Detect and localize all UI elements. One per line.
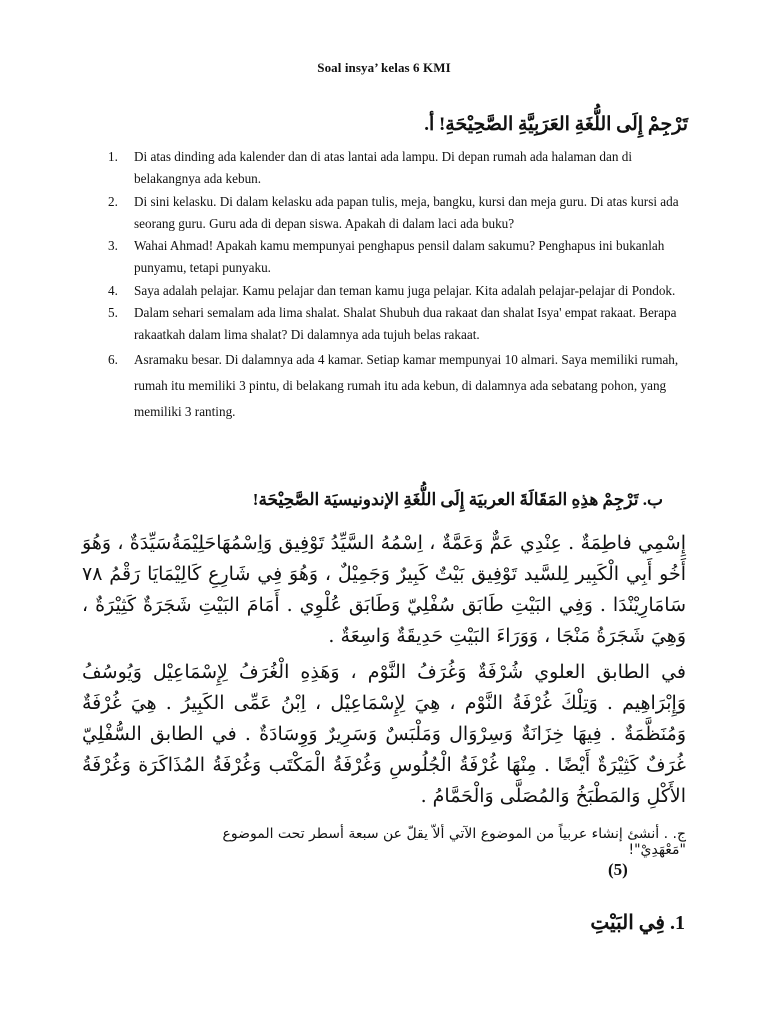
item-number: 1. bbox=[108, 149, 118, 164]
subsection-1-heading: 1. فِي البَيْتِ bbox=[590, 912, 685, 934]
arabic-paragraph-2: في الطابق العلوي شُرْفَةٌ وَغُرَفُ النَّوْم ، وَهَذِهِ الْغُرَفُ لِإِسْمَاعِيْل وَيُوسُفُ وَإِبْرَاهِيم . وَتِلْكَ غُرْفَةُ النَّوْم ، هِيَ لِإِسْمَاعِيْل ، اِبْنُ عَمِّى الكَبِيرُ . هِيَ غُرْفَةٌ وَمُنَظَّمَةٌ . فِيهَا خِزَانَةٌ وَسِرْوَال وَمَلْبَسٌ وَسَرِيرٌ وَوِسَادَةٌ . في الطابق السُّفْلِيّ غُرَفٌ كَثِيْرَةٌ أَيْضًا . مِنْهَا غُرْفَةُ الْجُلُوسِ وَغُرْفَةُ الْمَكْتَب وَغُرْفَةُ المُذَاكَرَة وَغُرْفَةُ الأَكْلِ وَالمَطْبَخُ وَالمُصَلَّى وَالْحَمَّامُ . bbox=[82, 661, 686, 807]
item-text: Dalam sehari semalam ada lima shalat. Shalat Shubuh dua rakaat dan shalat Isya' empat rakaat. Berapa rakaatkah dalam lima shalat? Di dalamnya ada tujuh belas rakaat. bbox=[134, 305, 677, 342]
list-item bbox=[104, 302, 679, 346]
list-item bbox=[104, 347, 679, 425]
page-title: Soal insya’ kelas 6 KMI bbox=[317, 60, 451, 75]
item-number: 3. bbox=[108, 238, 118, 253]
section-c-task: ج. . أنشئ إنشاء عربياً من الموضوع الآتي ألاّ يقلّ عن سبعة أسطر تحت الموضوع "مَعْهَدِيْ"! bbox=[222, 826, 686, 858]
item-text: Saya adalah pelajar. Kamu pelajar dan teman kamu juga pelajar. Kita adalah pelajar-pelajar di Pondok. bbox=[134, 282, 676, 298]
score-label: (5) bbox=[608, 860, 628, 879]
item-text: Asramaku besar. Di dalamnya ada 4 kamar. Setiap kamar mempunyai 10 almari. Saya memiliki rumah, rumah itu memiliki 3 pintu, di belakang rumah itu ada kebun, di dalamnya ada sebatang pohon, yang memiliki 3 ranting. bbox=[134, 351, 679, 419]
item-text: Di atas dinding ada kalender dan di atas lantai ada lampu. Di depan rumah ada halaman dan di belakangnya ada kebun. bbox=[134, 149, 633, 186]
list-item bbox=[104, 235, 679, 279]
section-a-heading: تَرْجِمْ إِلَى اللُّغَةِ العَرَبِيَّةِ الصَّحِيْحَةِ! أ. bbox=[424, 114, 688, 135]
item-text: Wahai Ahmad! Apakah kamu mempunyai penghapus pensil dalam sakumu? Penghapus ini bukanlah punyamu, tetapi punyaku. bbox=[134, 238, 665, 275]
section-b-heading: ب. تَرْجِمْ هذِهِ المَقَالَةَ العربيَة إِلَى اللُّغَةِ الإندونيسيَة الصَّحِيْحَة! bbox=[252, 490, 663, 509]
item-number: 5. bbox=[108, 305, 118, 320]
list-item bbox=[104, 146, 679, 190]
item-number: 4. bbox=[108, 282, 118, 298]
translation-item-list bbox=[104, 146, 679, 425]
arabic-paragraph-1: إِسْمِي فاطِمَةٌ . عِنْدِي عَمٌّ وَعَمَّةٌ ، اِسْمُهُ السَّيِّدُ تَوْفِيق وَاِسْمُهَاحَلِيْمَةُسَيِّدَةٌ ، وَهُوَ أَخُو أَبِي الْكَبِير لِلسَّيد تَوْفِيق بَيْتٌ كَبِيرٌ وَجَمِيْلٌ ، وَهُوَ فِي شَارِعِ كَالِيْمَايَا رَقْمُ ٧٨ سَامَارِيْنْدَا . وَفِي البَيْتِ طَابَق سُفْلِيّ وَطَابَق عُلْوِي . أَمَامَ البَيْتِ شَجَرَةٌ كَثِيْرَةٌ ، وَهِيَ شَجَرَةُ مَنْجَا ، وَوَرَاءَ البَيْتِ حَدِيقَةٌ وَاسِعَةٌ . bbox=[82, 532, 686, 647]
item-text: Di sini kelasku. Di dalam kelasku ada papan tulis, meja, bangku, kursi dan meja guru. Di atas kursi ada seorang guru. Guru ada di depan siswa. Apakah di dalam laci ada buku? bbox=[134, 193, 679, 231]
item-number: 6. bbox=[108, 351, 118, 367]
item-number: 2. bbox=[108, 193, 118, 209]
list-item bbox=[104, 280, 679, 302]
list-item bbox=[104, 191, 679, 235]
